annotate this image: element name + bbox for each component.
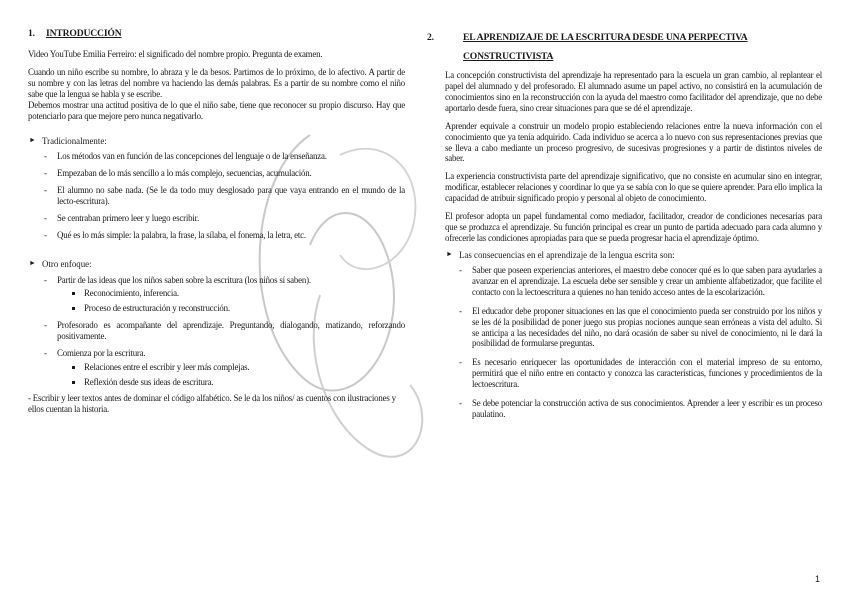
intro-paragraph: Video YouTube Emilia Ferreiro: el significado del nombre propio. Pregunta de examen. bbox=[28, 49, 323, 60]
list-item: - El educador debe proponer situaciones en las que el conocimiento pueda ser construido por los niños y se les dé la posibilidad de poner juego sus propias nociones aunque sean erróneas a vista del adulto. Si se anticipa a las necesidades del niño, no dará ocasión de saber su nivel de conocimiento, ni le dará la posibilidad de formularse preguntas. bbox=[459, 306, 822, 349]
list-item: - Saber que poseen experiencias anteriores, el maestro debe conocer qué es lo que saben para ayudarles a avanzar en el aprendizaje. La escuela debe ser sensible y crear un ambiente alfabetizador, que facilite el contacto con la lectoescritura a quienes no han tenido acceso antes de la escolarización. bbox=[459, 265, 822, 298]
sub-list-item: Reflexión desde sus ideas de escritura. bbox=[72, 377, 405, 388]
arrow-bullet-icon: ► bbox=[446, 250, 453, 259]
page-number: 1 bbox=[814, 574, 820, 584]
body-paragraph: Aprender equivale a construir un modelo propio estableciendo relaciones entre la nueva información con el conocimiento que ya tenía adquirido. Cada individuo se acerca a lo nuevo con sus representaciones previas que se lleva a cabo mediante un proceso progresivo, de sucesivas progresiones y a partir de distintos niveles de saber. bbox=[445, 120, 822, 164]
intro-paragraph: Cuando un niño escribe su nombre, lo abraza y le da besos. Partimos de lo próximo, de lo afectivo. A partir de su nombre y con las letras del nombre va haciendo las demás palabras. Es a partir de su nombre como el niño sabe que la lengua se habla y se escribe. bbox=[28, 67, 405, 100]
list-item: - Partir de las ideas que los niños saben sobre la escritura (los niños sí saben). Reconocimiento, inferencia. Proceso de estructuración y reconstrucción. bbox=[44, 275, 405, 315]
list-item: - Se centraban primero leer y luego escribir. bbox=[44, 213, 405, 224]
list-item: - Profesorado es acompañante del aprendizaje. Preguntando, dialogando, matizando, reforzando positivamente. bbox=[44, 320, 405, 342]
list-item: - Comienza por la escritura. Relaciones entre el escribir y leer más complejas. Reflexión desde sus ideas de escritura. bbox=[44, 348, 405, 388]
consequences-heading: ► Las consecuencias en el aprendizaje de la lengua escrita son: bbox=[446, 250, 675, 261]
right-column bbox=[427, 28, 822, 428]
traditional-list bbox=[28, 151, 405, 240]
left-column bbox=[28, 28, 405, 415]
section-2-heading: 2. EL APRENDIZAJE DE LA ESCRITURA DESDE UNA PERPECTIVA CONSTRUCTIVISTA bbox=[427, 32, 748, 63]
body-paragraph: El profesor adopta un papel fundamental como mediador, facilitador, creador de condiciones necesarias para que se produzca el aprendizaje. Su función principal es crear un punto de partida adecuado para cada alumno y ofrecerle las condiciones apropiadas para que se pueda progresar hacia el aprendizaje óptimo. bbox=[445, 210, 822, 243]
arrow-bullet-icon: ► bbox=[29, 135, 36, 144]
sub-list-item: Reconocimiento, inferencia. bbox=[72, 288, 405, 299]
list-item: - Qué es lo más simple: la palabra, la frase, la sílaba, el fonema, la letra, etc. bbox=[44, 230, 405, 241]
intro-paragraph: Debemos mostrar una actitud positiva de lo que el niño sabe, tiene que reconocer su propio discurso. Hay que potenciarlo para que mejore pero nunca negativarlo. bbox=[28, 99, 405, 121]
closing-paragraph: - Escribir y leer textos antes de dominar el código alfabético. Se le da los niños/ as cuentos con ilustraciones y ellos cuentan la historia. bbox=[28, 393, 396, 415]
list-item: - El alumno no sabe nada. (Se le da todo muy desglosado para que vaya entrando en el mundo de la lecto-escritura). bbox=[44, 185, 405, 207]
list-item: - Es necesario enriquecer las oportunidades de interacción con el material impreso de su entorno, permitirá que el niño entre en contacto y conozca las características, funciones y procedimientos de la lectoescritura. bbox=[459, 357, 822, 390]
sub-list-item: Relaciones entre el escribir y leer más complejas. bbox=[72, 362, 405, 373]
list-item: - Los métodos van en función de las concepciones del lenguaje o de la enseñanza. bbox=[44, 151, 405, 162]
other-approach-heading: ► Otro enfoque: bbox=[29, 258, 92, 269]
arrow-bullet-icon: ► bbox=[29, 258, 36, 267]
list-item: - Se debe potenciar la construcción activa de sus conocimientos. Aprender a leer y escribir es un proceso paulatino. bbox=[459, 398, 822, 420]
traditional-heading: ► Tradicionalmente: bbox=[29, 135, 107, 146]
list-item: - Empezaban de lo más sencillo a lo más complejo, secuencias, acumulación. bbox=[44, 168, 405, 179]
sub-list bbox=[57, 362, 405, 388]
other-approach-list bbox=[28, 275, 405, 388]
body-paragraph: La concepción constructivista del aprendizaje ha representado para la escuela un gran cambio, al replantear el papel del alumnado y del profesorado. El alumnado asume un papel activo, no consistirá en la acumulación de conocimientos sino en la reconstrucción con la ayuda del maestro como facilitador del aprendizaje, que no debe aportarlo desde fuera, sino crear situaciones para que se dé el aprendizaje. bbox=[445, 70, 822, 113]
sub-list bbox=[57, 288, 405, 314]
sub-list-item: Proceso de estructuración y reconstrucción. bbox=[72, 303, 405, 314]
body-paragraph: La experiencia constructivista parte del aprendizaje significativo, que no consiste en acumular sino en integrar, modificar, establecer relaciones y coordinar lo que ya se sabía con lo que se quiere aprender. Para ello implica la capacidad de atribuir significado propio y personal al objeto de conocimiento. bbox=[445, 171, 822, 203]
consequences-list bbox=[445, 265, 822, 419]
section-1-heading: 1. INTRODUCCIÓN bbox=[28, 28, 122, 39]
